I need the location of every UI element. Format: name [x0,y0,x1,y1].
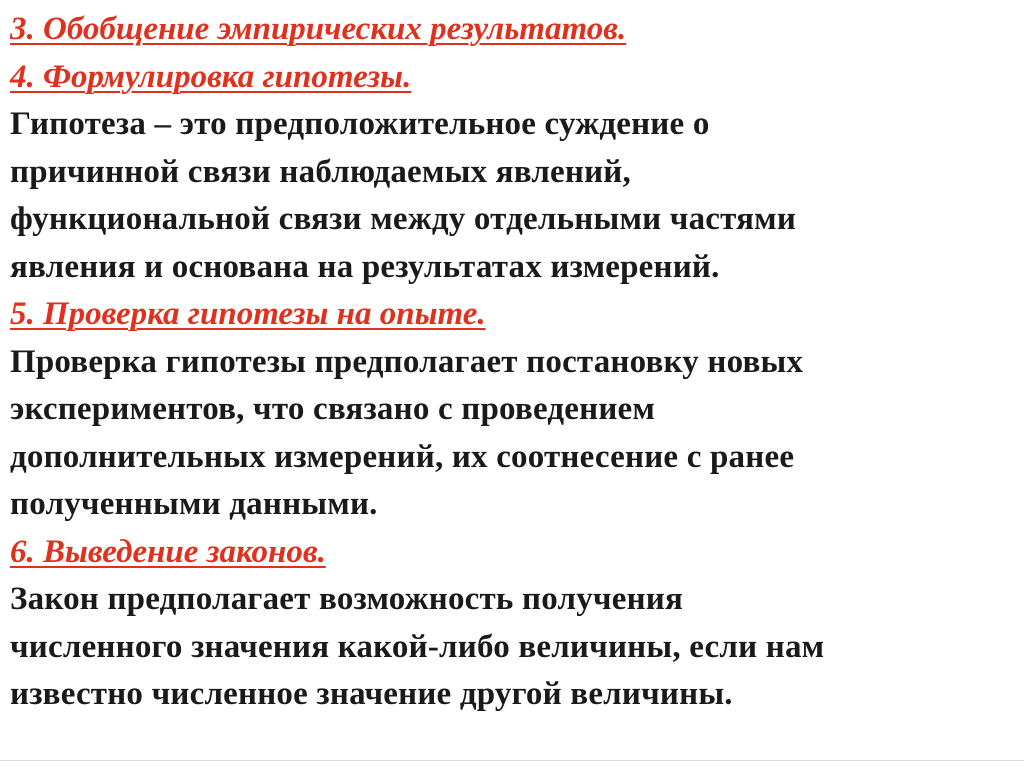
body-line: явления и основана на результатах измерений. [10,248,720,285]
body-line: причинной связи наблюдаемых явлений, [10,153,631,190]
heading-hypothesis-formulation: 4. Формулировка гипотезы. [10,58,412,95]
heading-deriving-laws: 6. Выведение законов. [10,533,326,570]
body-line: Гипотеза – это предположительное суждение о [10,106,710,142]
heading-hypothesis-testing: 5. Проверка гипотезы на опыте. [10,296,486,332]
body-line: Проверка гипотезы предполагает постановку новых [10,343,804,380]
body-line: экспериментов, что связано с проведением [10,391,656,427]
bottom-divider [0,760,1024,761]
slide-content [10,6,1010,719]
heading-generalization: 3. Обобщение эмпирических результатов. [10,11,627,47]
body-line: известно численное значение другой величины. [10,676,733,712]
body-line: численного значения какой-либо величины, если нам [10,628,825,665]
body-line: Закон предполагает возможность получения [10,581,684,617]
body-line: функциональной связи между отдельными частями [10,201,797,237]
body-line: полученными данными. [10,486,378,522]
body-line: дополнительных измерений, их соотнесение с ранее [10,438,795,475]
